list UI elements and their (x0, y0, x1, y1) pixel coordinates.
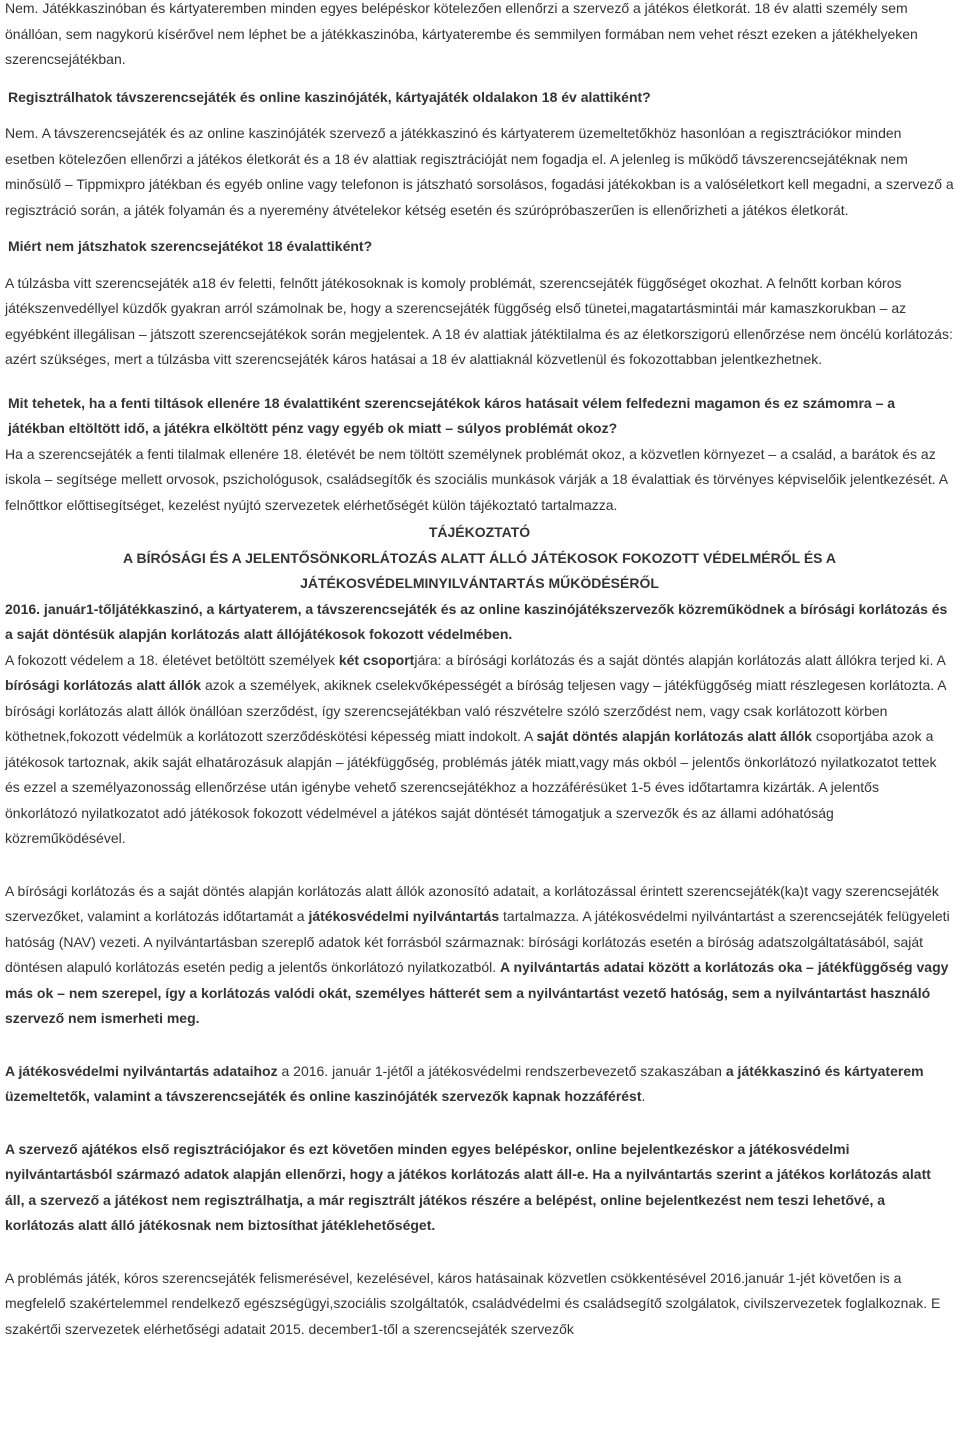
notice-title: TÁJÉKOZTATÓ (428, 524, 531, 540)
question-why-heading: Miért nem játszhatok szerencsejátékot 18 évalattiként? (8, 238, 373, 254)
question-registration-heading: Regisztrálhatok távszerencsejáték és online kaszinójáték, kártyajáték oldalakon 18 év alattiként? (8, 88, 651, 105)
protection-groups-paragraph: A fokozott védelem a 18. életévet betöltött személyek két csoportjára: a bírósági korlátozás és a saját döntés alapján korlátozás alatt állókra terjed ki. A bírósági korlátozás alatt állók azok a személyek, akiknek cselekvőképességét a bíróság teljesen vagy – játékfüggőség miatt részlegesen korlátozta. A bírósági korlátozás alatt állók önállóan szerződést, így szerencsejátékban való részvételre szóló szerződést nem, vagy csak korlátozott körben köthetnek,fokozott védelmük a korlátozott szerződéskötési képesség miatt indokolt. A saját döntés alapján korlátozás alatt állók csoportjába azok a játékosok tartoznak, akik saját elhatározásuk alapján – játékfüggőség, problémás játék miatt,vagy más okból – jelentős önkorlátozó nyilatkozatot tettek és ezzel a személyazonosság ellenőrzése után igénybe vehető szerencsejátékhoz a hozzáférésüket 1-5 éves időtartamra kizárták. A jelentős önkorlátozó nyilatkozatot adó játékosok fokozott védelmével a játékos saját döntését támogatjuk a szervezők és az állami adóhatóság közreműködésével. (5, 651, 946, 846)
notice-subtitle: A BÍRÓSÁGI ÉS A JELENTŐSÖNKORLÁTOZÁS ALATT ÁLLÓ JÁTÉKOSOK FOKOZOTT VÉDELMÉRŐL ÉS A JÁTÉKOSVÉDELMINYILVÁNTARTÁS MŰKÖDÉSÉRŐL (123, 549, 836, 591)
registry-data-paragraph: A bírósági korlátozás és a saját döntés alapján korlátozás alatt állók azonosító adatait, a korlátozással érintett szerencsejáték(ka)t vagy szerencsejáték szervezőket, valamint a korlátozás időtartamát a játékosvédelmi nyilvántartás tartalmazza. A játékosvédelmi nyilvántartást a szerencsejáték felügyeleti hatóság (NAV) vezeti. A nyilvántartásban szereplő adatok két forrásból származnak: bírósági korlátozás esetén a bíróság adatszolgáltatásából, saját döntésen alapuló korlátozás esetén pedig a jelentős önkorlátozó nyilatkozatból. A nyilvántartás adatai között a korlátozás oka – játékfüggőség vagy más ok – nem szerepel, így a korlátozás valódi okát, személyes hátterét sem a nyilvántartást vezető hatóság, sem a nyilvántartást használó szervező nem ismerheti meg. (5, 882, 950, 1026)
operator-check-paragraph: A szervező ajátékos első regisztrációjakor és ezt követően minden egyes belépéskor, online bejelentkezéskor a játékosvédelmi nyilvántartásból származó adatok alapján ellenőrzi, hogy a játékos korlátozás alatt áll-e. Ha a nyilvántartás szerint a játékos korlátozás alatt áll, a szervező a játékost nem regisztrálhatja, a már regisztrált játékos részére a belépést, online bejelentkezést nem teszi lehetővé, a korlátozás alatt álló játékosnak nem biztosíthat játéklehetőséget. (5, 1140, 931, 1233)
problem-gambling-paragraph: A problémás játék, kóros szerencsejáték felismerésével, kezelésével, káros hatásainak közvetlen csökkentésével 2016.január 1-jét követően is a megfelelő szakértelemmel rendelkező egészségügyi,szociális szolgáltatók, családvédelmi és családsegítő szolgálatok, civilszervezetek foglalkoznak. E szakértői szervezetek elérhetőségi adatait 2015. december1-től a szerencsejáték szervezők (5, 1269, 941, 1337)
intro-paragraph: Nem. Játékkaszinóban és kártyateremben minden egyes belépéskor kötelezően ellenőrzi a szervező a játékos életkorát. 18 év alatti személy sem önállóan, sem nagykorú kísérővel nem léphet be a játékkaszinóba, kártyaterembe és semmilyen formában nem vehet részt ezeken a játékhelyeken szerencsejátékban. (5, 0, 918, 67)
notice-lead-paragraph: 2016. január1-tőljátékkaszinó, a kártyaterem, a távszerencsejáték és az online kaszinójátékszervezők közreműködnek a bírósági korlátozás és a saját döntésük alapján korlátozás alatt állójátékosok fokozott védelmében. (5, 600, 948, 642)
answer-what-to-do-paragraph: Ha a szerencsejáték a fenti tilalmak ellenére 18. életévét be nem töltött személynek problémát okoz, a közvetlen környezet – a család, a barátok és az iskola – segítsége mellett orvosok, pszichológusok, családsegítők és szociális munkások várják a 18 évalattiak és törvényes képviselőik jelentkezését. A felnőttkor előttisegítséget, kezelést nyújtó szervezetek elérhetőségét külön tájékoztató tartalmazza. (5, 445, 948, 513)
registry-access-paragraph: A játékosvédelmi nyilvántartás adataihoz a 2016. január 1-jétől a játékosvédelmi rendszerbevezető szakaszában a játékkaszinó és kártyaterem üzemeltetők, valamint a távszerencsejáték és online kaszinójáték szervezők kapnak hozzáférést. (5, 1062, 924, 1104)
answer-why-paragraph: A túlzásba vitt szerencsejáték a18 év feletti, felnőtt játékosoknak is komoly problémát, szerencsejáték függőséget okozhat. A felnőtt korban kóros játékszenvedéllyel küzdők gyakran arról számolnak be, hogy a szerencsejáték függőség első tünetei,magatartásmintái már kamaszkorukban – az egyébként illegálisan – játszott szerencsejátékok során megjelentek. A 18 év alattiak játéktilalma és az életkorszigorú ellenőrzése nem öncélú korlátozás: azért szükséges, mert a túlzásba vitt szerencsejáték káros hatásai a 18 év alattiaknál közvetlenül és fokozottabban jelentkezhetnek. (5, 274, 953, 367)
answer-registration-paragraph: Nem. A távszerencsejáték és az online kaszinójáték szervező a játékkaszinó és kártyaterem üzemeltetőkhöz hasonlóan a regisztrációkor minden esetben kötelezően ellenőrzi a játékos életkorát és a 18 év alattiak regisztrációját nem fogadja el. A jelenleg is működő távszerencsejátéknak nem minősülő – Tippmixpro játékban és egyéb online vagy telefonon is játszható sorsolásos, fogadási játékokban is a valóséletkort kell megadni, a szervező a regisztráció során, a játék folyamán és a nyeremény átvételekor kétség esetén és szúrópróbaszerűen is ellenőrizheti a játékos életkorát. (5, 125, 954, 218)
question-what-to-do-heading: Mit tehetek, ha a fenti tiltások ellenére 18 évalattiként szerencsejátékok káros hatásait vélem felfedezni magamon és ez számomra – a játékban eltöltött idő, a játékra elköltött pénz vagy egyéb ok miatt – súlyos problémát okoz? (8, 394, 896, 436)
